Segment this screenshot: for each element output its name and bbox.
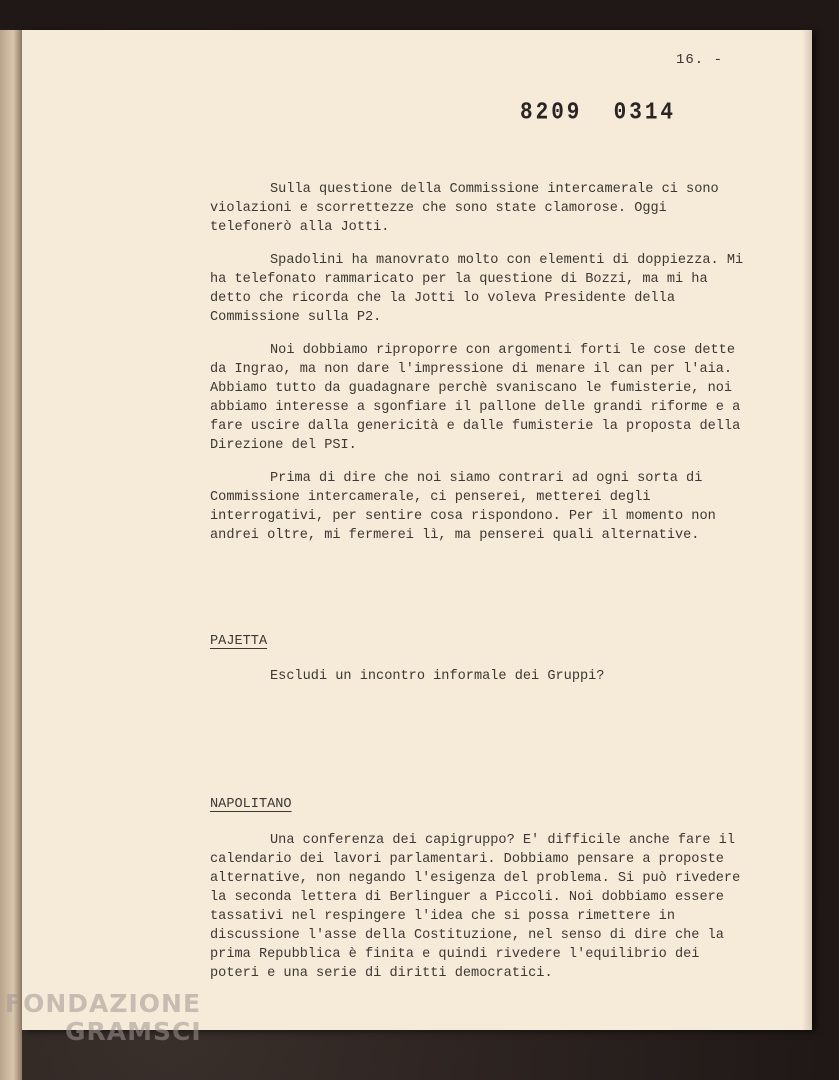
- watermark-logo: [5, 990, 202, 1046]
- paragraph: Sulla questione della Commissione intercamerale ci sono violazioni e scorrettezze che sono state clamorose. Oggi telefonerò alla Jotti.: [210, 182, 719, 235]
- paragraph: Spadolini ha manovrato molto con elementi di doppiezza. Mi ha telefonato rammaricato per la questione di Bozzi, ma mi ha detto che ricorda che la Jotti lo voleva Presidente della Commissione sulla P2.: [210, 253, 744, 325]
- paragraph: Una conferenza dei capigruppo? E' difficile anche fare il calendario dei lavori parlamentari. Dobbiamo pensare a proposte alternative, non negando l'esigenza del problema. Si può rivedere la seconda lettera di Berlinguer a Piccoli. Noi dobbiamo essere tassativi nel respingere l'idea che si possa rimettere in discussione l'asse della Costituzione, nel senso di dire che la prima Repubblica è finita e quindi rivedere l'equilibrio dei poteri e una serie di diritti democratici.: [210, 833, 741, 981]
- speech-block-1: [210, 180, 750, 559]
- watermark-line: FONDAZIONE: [5, 989, 202, 1018]
- speech-block-napolitano: [210, 831, 750, 997]
- speaker-name-pajetta: PAJETTA: [210, 634, 268, 649]
- speaker-name-napolitano: NAPOLITANO: [210, 797, 292, 812]
- binder-edge: [0, 30, 22, 1080]
- paragraph: Noi dobbiamo riproporre con argomenti forti le cose dette da Ingrao, ma non dare l'impressione di menare il can per l'aia. Abbiamo tutto da guadagnare perchè svaniscano le fumisterie, noi abbiamo interesse a sgonfiare il pallone delle grandi riforme e a fare uscire dalla genericità e dalle fumisterie la proposta della Direzione del PSI.: [210, 343, 741, 453]
- page-edge-shadow: [802, 30, 812, 1030]
- watermark-line: GRAMSCI: [65, 1017, 202, 1046]
- page-number: 16. -: [676, 52, 724, 68]
- paragraph: Prima di dire che noi siamo contrari ad ogni sorta di Commissione intercamerale, ci penserei, metterei degli interrogativi, per sentire cosa rispondono. Per il momento non andrei oltre, mi fermerei lì, ma penserei quali alternative.: [210, 471, 716, 543]
- archive-stamp: 8209 0314: [520, 100, 677, 127]
- paragraph: Escludi un incontro informale dei Gruppi?: [270, 669, 605, 684]
- speech-block-pajetta: [210, 667, 750, 700]
